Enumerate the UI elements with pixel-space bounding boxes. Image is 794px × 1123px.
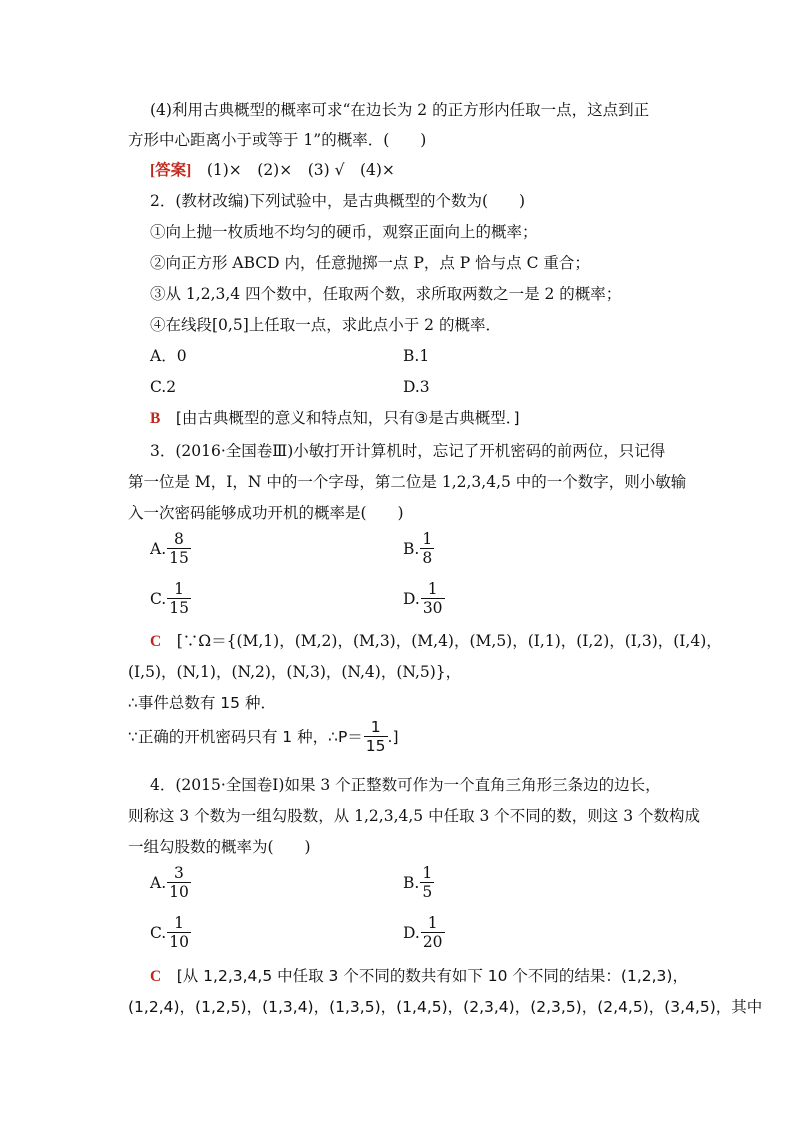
q4-option-c <box>150 914 191 951</box>
q4-option-a-fraction <box>167 864 191 901</box>
q1-answer-text: (1)× (2)× (3) √ (4)× <box>191 161 395 179</box>
q4-line1: 4．(2015·全国卷Ⅰ)如果 3 个正整数可作为一个直角三角形三条边的边长， <box>150 776 661 794</box>
q4-option-c-fraction <box>167 914 191 951</box>
q4-solution-line1 <box>150 966 688 987</box>
q2-answer <box>150 408 520 429</box>
q4-option-c-den: 10 <box>169 933 189 951</box>
q3-option-b-fraction <box>420 530 434 567</box>
q2-option-b: B.1 <box>403 347 430 365</box>
q3-solution-line4 <box>128 718 399 755</box>
q4-line3: 一组勾股数的概率为( ) <box>128 838 311 856</box>
q4-option-c-num: 1 <box>174 914 185 932</box>
q3-solution-line2: (I,5)，(N,1)，(N,2)，(N,3)，(N,4)，(N,5)}， <box>128 663 462 681</box>
q3-solution-num: 1 <box>370 718 381 736</box>
q3-solution-fraction <box>364 718 388 755</box>
q2-answer-text: [由古典概型的意义和特点知，只有③是古典概型．] <box>160 409 520 427</box>
q3-option-a-label: A. <box>150 539 167 558</box>
q4-option-c-label: C. <box>150 923 167 942</box>
q3-solution-line4-pre: ∵正确的开机密码只有 1 种，∴P＝ <box>128 727 363 746</box>
q3-line3: 入一次密码能够成功开机的概率是( ) <box>128 504 404 522</box>
q2-option-a: A．0 <box>150 347 187 365</box>
q3-line1: 3．(2016·全国卷Ⅲ)小敏打开计算机时，忘记了开机密码的前两位，只记得 <box>150 442 666 460</box>
q3-answer-letter: C <box>150 633 162 650</box>
q1-item4-line1: (4)利用古典概型的概率可求“在边长为 2 的正方形内任取一点，这点到正 <box>150 101 650 119</box>
q2-stem: 2．(教材改编)下列试验中，是古典概型的个数为( ) <box>150 192 526 210</box>
q3-solution-line1 <box>150 631 722 652</box>
q3-option-a-fraction <box>167 530 191 567</box>
q3-option-a-num: 8 <box>174 530 184 548</box>
q4-line2: 则称这 3 个数为一组勾股数，从 1,2,3,4,5 中任取 3 个不同的数，则这 3 个数构成 <box>128 807 701 825</box>
q4-option-d-fraction <box>421 914 445 951</box>
q2-item-1: ①向上抛一枚质地不均匀的硬币，观察正面向上的概率； <box>150 223 538 241</box>
q3-solution-line3: ∴事件总数有 15 种． <box>128 694 276 712</box>
q4-option-b-label: B. <box>403 873 420 892</box>
q3-option-d <box>403 580 445 617</box>
q3-option-c-label: C. <box>150 589 167 608</box>
q2-item-3: ③从 1,2,3,4 四个数中，任取两个数，求所取两数之一是 2 的概率； <box>150 285 622 303</box>
q3-option-c-fraction <box>167 580 191 617</box>
answer-label: [答案] <box>150 162 192 179</box>
q2-item-4: ④在线段[0,5]上任取一点，求此点小于 2 的概率． <box>150 316 501 334</box>
q4-option-a-den: 10 <box>169 883 189 901</box>
q4-option-d-num: 1 <box>427 914 438 932</box>
q3-option-d-num: 1 <box>427 580 438 598</box>
q3-line2: 第一位是 M，I，N 中的一个字母，第二位是 1,2,3,4,5 中的一个数字，则小敏输 <box>128 473 687 491</box>
q4-answer-letter: C <box>150 968 162 985</box>
q3-option-d-label: D. <box>403 589 420 608</box>
q4-solution-line2: (1,2,4)，(1,2,5)，(1,3,4)，(1,3,5)，(1,4,5)，(2,3,4)，(2,3,5)，(2,4,5)，(3,4,5)，其中 <box>128 998 763 1016</box>
q4-option-a <box>150 864 191 901</box>
q3-option-b-den: 8 <box>422 549 433 567</box>
q4-option-a-num: 3 <box>174 864 184 882</box>
q3-option-c-den: 15 <box>169 599 189 617</box>
q4-option-b-num: 1 <box>422 864 433 882</box>
q2-option-d: D.3 <box>403 378 430 396</box>
q2-item-2: ②向正方形 ABCD 内，任意抛掷一点 P，点 P 恰与点 C 重合； <box>150 254 590 272</box>
q3-option-a-den: 15 <box>169 549 189 567</box>
q4-option-a-label: A. <box>150 873 167 892</box>
q3-solution-line4-post: .] <box>387 727 399 746</box>
q4-option-b-fraction <box>420 864 434 901</box>
q3-solution-den: 15 <box>365 737 386 755</box>
q4-option-d-label: D. <box>403 923 420 942</box>
q3-option-d-den: 30 <box>422 599 443 617</box>
q4-option-d <box>403 914 445 951</box>
q3-option-b-label: B. <box>403 539 420 558</box>
q4-solution-text1: [从 1,2,3,4,5 中任取 3 个不同的数共有如下 10 个不同的结果：(1,2,3)， <box>161 967 688 985</box>
q3-option-d-fraction <box>421 580 445 617</box>
q3-option-b <box>403 530 434 567</box>
q3-option-b-num: 1 <box>422 530 433 548</box>
q3-option-c-num: 1 <box>174 580 185 598</box>
q2-answer-letter: B <box>150 410 161 427</box>
q4-option-d-den: 20 <box>422 933 443 951</box>
q1-answer <box>150 160 395 181</box>
q3-option-c <box>150 580 191 617</box>
q4-option-b <box>403 864 434 901</box>
q4-option-b-den: 5 <box>422 883 433 901</box>
q3-solution-text1: [∵Ω＝{(M,1)，(M,2)，(M,3)，(M,4)，(M,5)，(I,1)，(I,2)，(I,3)，(I,4)， <box>161 632 722 650</box>
q3-option-a <box>150 530 191 567</box>
q2-option-c: C.2 <box>150 378 177 396</box>
q1-item4-line2: 方形中心距离小于或等于 1”的概率．( ) <box>128 131 427 149</box>
